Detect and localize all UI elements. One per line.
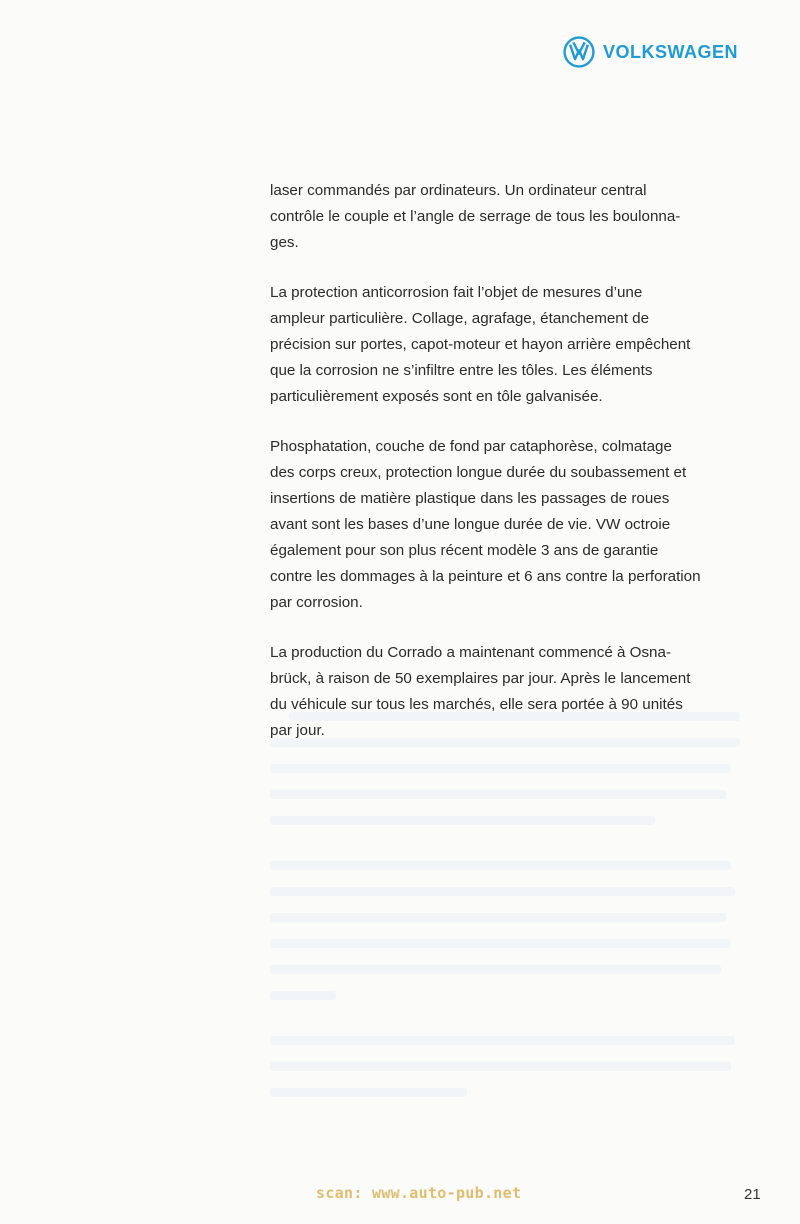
text-line: ges. (270, 234, 299, 251)
paragraph (270, 178, 740, 256)
page-number: 21 (744, 1186, 761, 1203)
text-line: avant sont les bases d’une longue durée de vie. VW octroie (270, 516, 671, 533)
faint-line (270, 991, 336, 1000)
text-line: particulièrement exposés sont en tôle galvanisée. (270, 388, 603, 405)
faint-line (270, 1088, 467, 1097)
text-line: contrôle le couple et l’angle de serrage de tous les boulonna- (270, 208, 681, 225)
faint-line (270, 913, 726, 922)
paragraph (270, 640, 740, 744)
faint-line (270, 1062, 731, 1071)
paragraph (270, 280, 740, 410)
text-line: également pour son plus récent modèle 3 ans de garantie (270, 542, 659, 559)
text-line: que la corrosion ne s’infiltre entre les tôles. Les éléments (270, 362, 653, 379)
faint-line (270, 1036, 735, 1045)
paragraph (270, 434, 740, 616)
text-line: La protection anticorrosion fait l’objet de mesures d’une (270, 284, 643, 301)
text-line: laser commandés par ordinateurs. Un ordinateur central (270, 182, 647, 199)
brand-header (563, 36, 738, 68)
text-line: des corps creux, protection longue durée du soubassement et (270, 464, 687, 481)
faint-line (270, 816, 655, 825)
text-line: par jour. (270, 722, 325, 739)
scan-credit: scan: www.auto-pub.net (316, 1184, 522, 1202)
text-line: par corrosion. (270, 594, 363, 611)
text-line: Phosphatation, couche de fond par cataphorèse, colmatage (270, 438, 672, 455)
text-line: insertions de matière plastique dans les passages de roues (270, 490, 670, 507)
text-line: contre les dommages à la peinture et 6 ans contre la perforation (270, 568, 701, 585)
text-line: La production du Corrado a maintenant commencé à Osna- (270, 644, 672, 661)
text-line: précision sur portes, capot-moteur et hayon arrière empêchent (270, 336, 691, 353)
vw-logo-icon (563, 36, 595, 68)
faint-line (270, 790, 726, 799)
faint-line (270, 939, 731, 948)
faint-line (270, 887, 735, 896)
faint-line (270, 965, 721, 974)
brand-name: VOLKSWAGEN (603, 41, 739, 62)
faint-bleed-through (270, 712, 740, 1114)
article-body (270, 178, 740, 768)
text-line: ampleur particulière. Collage, agrafage, étanchement de (270, 310, 650, 327)
text-line: du véhicule sur tous les marchés, elle sera portée à 90 unités (270, 696, 683, 713)
text-line: brück, à raison de 50 exemplaires par jour. Après le lancement (270, 670, 691, 687)
faint-line (270, 861, 731, 870)
